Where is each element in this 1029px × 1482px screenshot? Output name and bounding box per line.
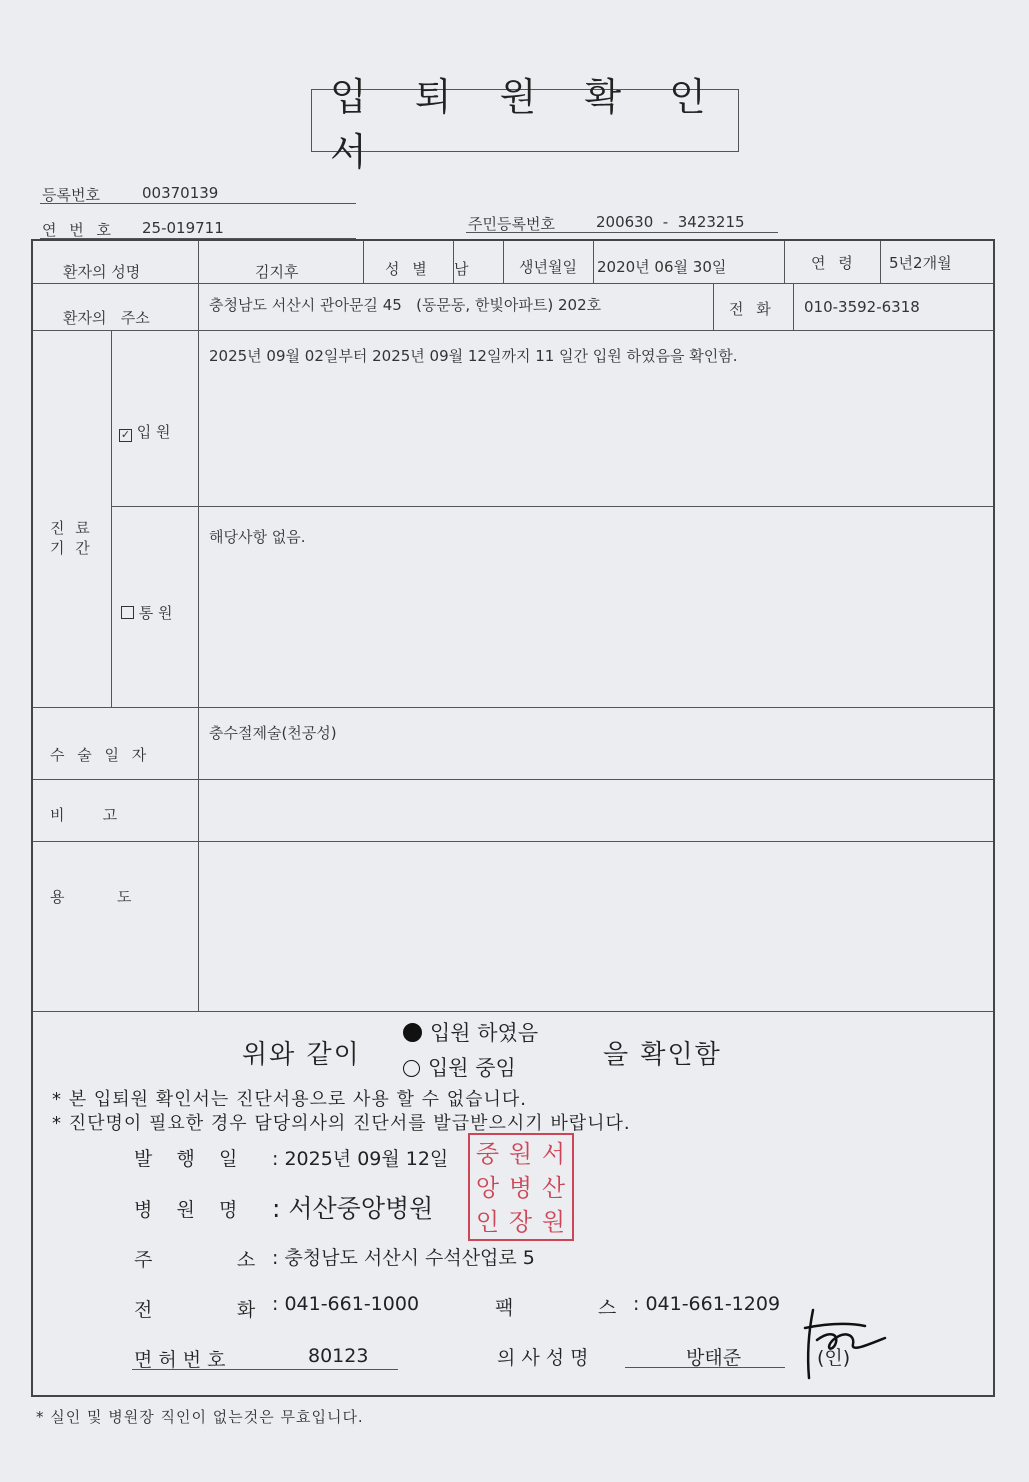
note-1: * 본 입퇴원 확인서는 진단서용으로 사용 할 수 없습니다. — [52, 1089, 528, 1110]
address-label: 환자의 주소 — [63, 309, 150, 327]
col-divider — [784, 241, 785, 283]
birth-label: 생년월일 — [519, 258, 577, 276]
confirm-option-1[interactable] — [403, 1017, 538, 1047]
row-divider — [33, 841, 993, 842]
resident-id-label: 주민등록번호 — [468, 215, 555, 233]
col-divider — [880, 241, 881, 283]
surgery-label: 수 술 일 자 — [50, 746, 151, 764]
doctor-name: 방태준 — [686, 1347, 742, 1369]
registration-underline — [40, 203, 356, 204]
patient-name: 김지후 — [255, 263, 299, 281]
age-value: 5년2개월 — [889, 254, 952, 272]
option2-radio-icon[interactable] — [403, 1060, 420, 1077]
row-divider — [33, 1011, 993, 1012]
inpatient-label: 입 원 — [136, 423, 171, 441]
confirm-prefix: 위와 같이 — [242, 1040, 361, 1070]
inpatient-checkbox-icon[interactable]: ✓ — [120, 428, 131, 441]
outpatient-checkbox-icon[interactable] — [121, 606, 134, 619]
col-divider — [793, 283, 794, 330]
patient-name-label: 환자의 성명 — [63, 263, 141, 281]
hospital-address-label: 주 소 — [134, 1249, 256, 1271]
serial-value: 25-019711 — [142, 219, 224, 237]
col-divider — [593, 241, 594, 283]
issue-date-label: 발 행 일 — [134, 1148, 238, 1170]
registration-label: 등록번호 — [42, 186, 100, 204]
outpatient-text: 해당사항 없음. — [209, 528, 306, 546]
row-divider — [33, 283, 993, 284]
outpatient-option[interactable] — [121, 602, 173, 623]
col-divider — [363, 241, 364, 283]
hospital-seal-stamp: 중 원 서 앙 병 산 인 장 원 — [468, 1133, 574, 1241]
license-label: 면 허 번 호 — [134, 1349, 226, 1371]
license-underline — [132, 1369, 398, 1370]
hospital-tel: : 041-661-1000 — [272, 1293, 420, 1315]
license-number: 80123 — [308, 1345, 369, 1367]
doctor-label: 의 사 성 명 — [497, 1347, 589, 1369]
sex-value: 남 — [454, 260, 469, 278]
surgery-value: 충수절제술(천공성) — [209, 724, 337, 742]
footer-note: * 실인 및 병원장 직인이 없는것은 무효입니다. — [36, 1408, 364, 1426]
birth-value: 2020년 06월 30일 — [597, 258, 727, 276]
confirm-option-2[interactable] — [403, 1052, 516, 1082]
age-label: 연 령 — [811, 254, 857, 272]
phone-label: 전 화 — [729, 300, 775, 318]
purpose-label: 용 도 — [50, 888, 132, 906]
row-divider — [33, 779, 993, 780]
seal-mark: (인) — [817, 1347, 851, 1369]
hospital-tel-label: 전 화 — [134, 1299, 256, 1321]
registration-value: 00370139 — [142, 184, 219, 202]
inpatient-option[interactable] — [119, 421, 171, 442]
note-2: * 진단명이 필요한 경우 담당의사의 진단서를 발급받으시기 바랍니다. — [52, 1113, 631, 1134]
col-divider — [111, 330, 112, 707]
col-divider — [713, 283, 714, 330]
doctor-signature — [795, 1300, 895, 1385]
sex-label: 성 별 — [385, 260, 431, 278]
hospital-label: 병 원 명 — [134, 1199, 238, 1221]
hospital-name: : 서산중앙병원 — [272, 1194, 434, 1223]
resident-id-underline — [466, 232, 778, 233]
address-value: 충청남도 서산시 관아문길 45 (동문동, 한빛아파트) 202호 — [209, 296, 602, 314]
serial-label: 연 번 호 — [42, 221, 116, 239]
option1-label: 입원 하였음 — [430, 1021, 539, 1045]
hospital-fax-label: 팩 스 — [495, 1297, 617, 1319]
col-divider — [503, 241, 504, 283]
remarks-label: 비 고 — [50, 806, 118, 824]
option1-radio-icon[interactable] — [403, 1023, 422, 1042]
hospital-fax: : 041-661-1209 — [633, 1293, 781, 1315]
period-label: 진 료 기 간 — [50, 519, 93, 557]
document-title: 입 퇴 원 확 인 서 — [311, 89, 739, 152]
col-divider — [198, 241, 199, 1011]
row-divider — [33, 707, 993, 708]
row-divider — [33, 330, 993, 331]
inpatient-text: 2025년 09월 02일부터 2025년 09월 12일까지 11 일간 입원 하였음을 확인함. — [209, 347, 738, 365]
confirm-suffix: 을 확인함 — [603, 1040, 722, 1070]
outpatient-label: 통 원 — [138, 604, 173, 622]
issue-date-value: : 2025년 09월 12일 — [272, 1148, 449, 1170]
phone-value: 010-3592-6318 — [804, 298, 920, 316]
row-divider — [111, 506, 993, 507]
doctor-underline — [625, 1367, 785, 1368]
hospital-address: : 충청남도 서산시 수석산업로 5 — [272, 1247, 535, 1269]
option2-label: 입원 중임 — [428, 1056, 516, 1080]
resident-id-value: 200630 - 3423215 — [596, 213, 745, 231]
